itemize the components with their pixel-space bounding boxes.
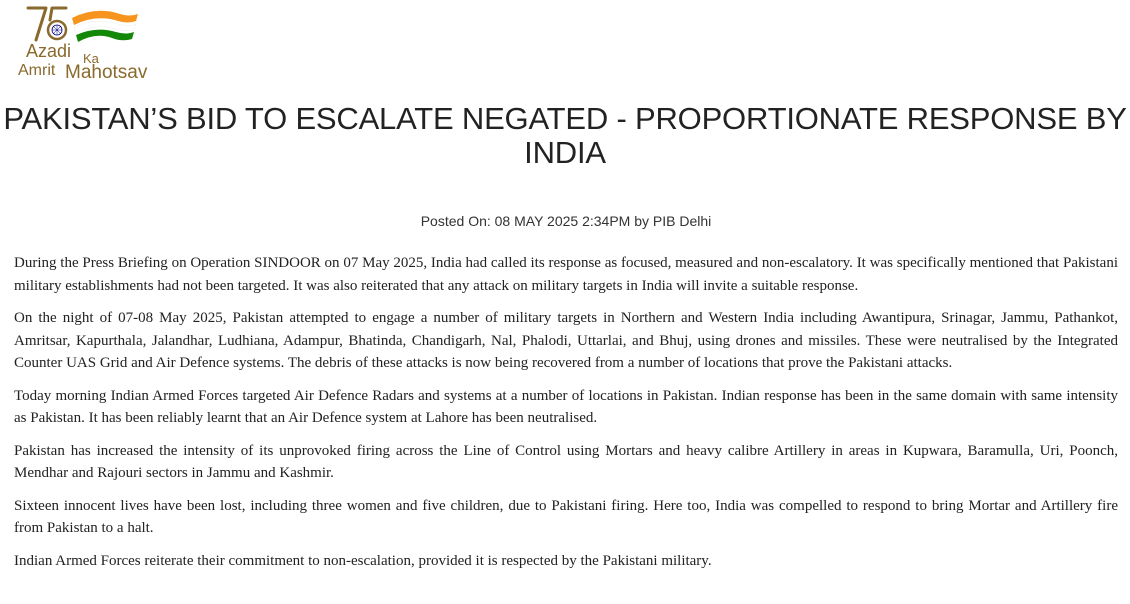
article-paragraph: Today morning Indian Armed Forces targeted Air Defence Radars and systems at a number of locations in Pakistan. Indian response has been in the same domain with same intensity as Pakistan. It has been reliably learnt that an Air Defence system at Lahore has been neutralised.	[14, 387, 1118, 426]
page-title: PAKISTAN’S BID TO ESCALATE NEGATED - PROPORTIONATE RESPONSE BY INDIA	[3, 101, 1127, 170]
logo-text-ka: Ka	[83, 51, 99, 66]
article-paragraph: During the Press Briefing on Operation SINDOOR on 07 May 2025, India had called its response as focused, measured and non-escalatory. It was specifically mentioned that Pakistani military establishments had not been targeted. It was also reiterated that any attack on military targets in India will invite a suitable response.	[14, 255, 1118, 294]
logo-text-amrit: Amrit	[18, 62, 56, 79]
article-paragraph: Indian Armed Forces reiterate their commitment to non-escalation, provided it is respected by the Pakistani military.	[14, 552, 712, 569]
logo-text-mahotsav: Mahotsav	[65, 62, 148, 83]
azadi-ka-amrit-mahotsav-logo[interactable]	[18, 4, 168, 84]
logo-text-azadi: Azadi	[26, 41, 72, 61]
article-paragraph: Pakistan has increased the intensity of its unprovoked firing across the Line of Control using Mortars and heavy calibre Artillery in areas in Kupwara, Baramulla, Uri, Poonch, Mendhar and Rajouri sectors in Jammu and Kashmir.	[14, 442, 1118, 481]
article-body	[14, 252, 1118, 582]
article-paragraph: On the night of 07-08 May 2025, Pakistan attempted to engage a number of military targets in Northern and Western India including Awantipura, Srinagar, Jammu, Pathankot, Amritsar, Kapurthala, Jalandhar, Ludhiana, Adampur, Bhatinda, Chandigarh, Nal, Phalodi, Uttarlai, and Bhuj, using drones and missiles. These were neutralised by the Integrated Counter UAS Grid and Air Defence systems. The debris of these attacks is now being recovered from a number of locations that prove the Pakistani attacks.	[14, 310, 1118, 371]
article-paragraph: Sixteen innocent lives have been lost, including three women and five children, due to Pakistani firing. Here too, India was compelled to respond to bring Mortar and Artillery fire from Pakistan to a halt.	[14, 497, 1118, 536]
posted-on-info: Posted On: 08 MAY 2025 2:34PM by PIB Delhi	[420, 213, 712, 229]
